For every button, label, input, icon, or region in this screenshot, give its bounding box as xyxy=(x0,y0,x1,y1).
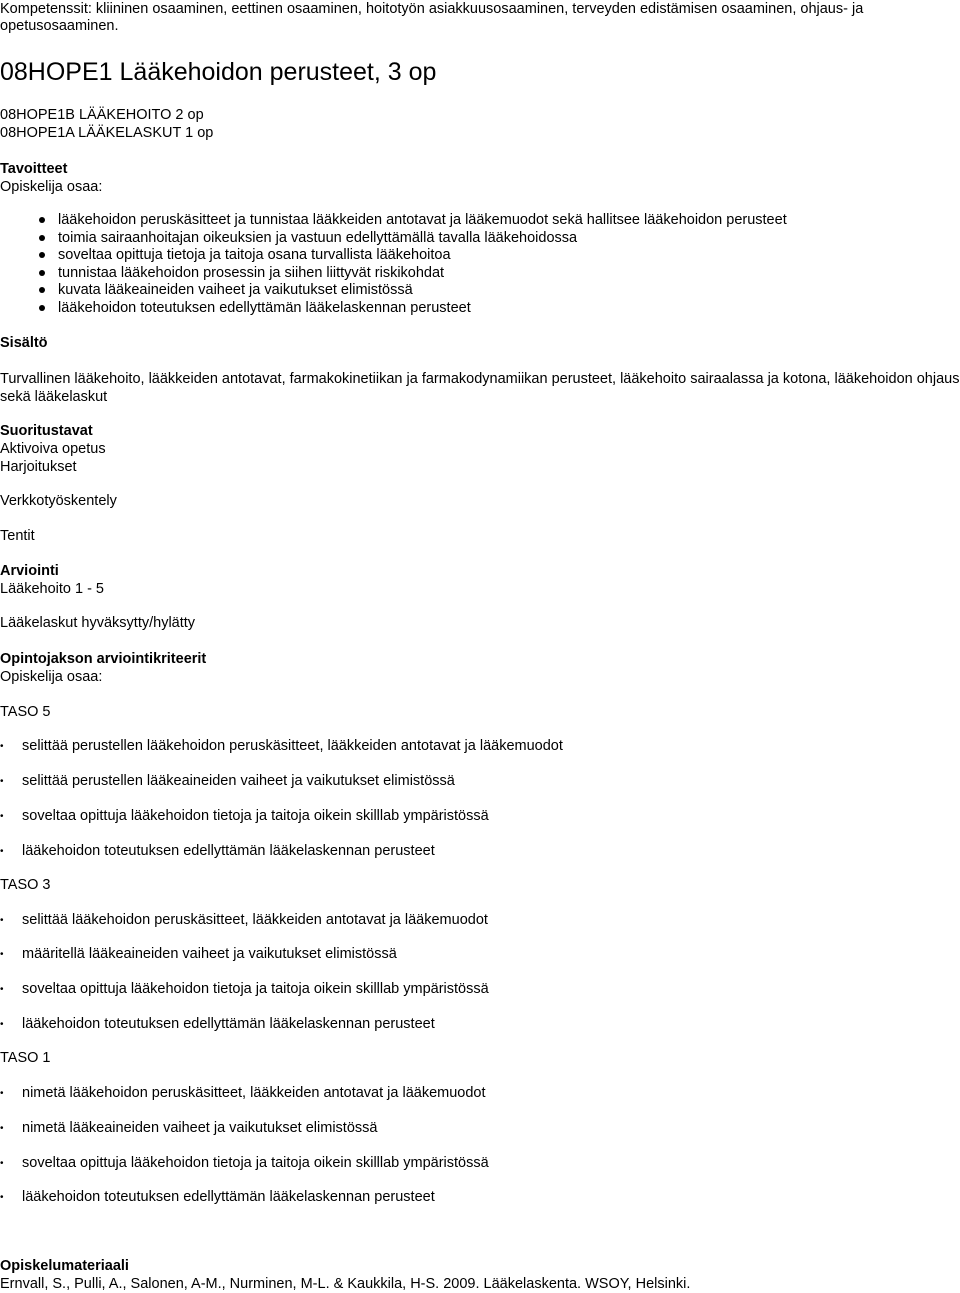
bullet-icon xyxy=(39,235,45,241)
criteria-item: •soveltaa opittuja lääkehoidon tietoja ja taitoja oikein skilllab ympäristössä xyxy=(0,1155,489,1173)
goals-list xyxy=(0,212,787,318)
bullet-icon xyxy=(0,773,22,791)
criteria-item: •määritellä lääkeaineiden vaiheet ja vaikutukset elimistössä xyxy=(0,946,397,964)
bullet-icon xyxy=(0,1085,22,1103)
bullet-icon xyxy=(39,217,45,223)
criteria-item: •soveltaa opittuja lääkehoidon tietoja ja taitoja oikein skilllab ympäristössä xyxy=(0,808,489,826)
bullet-icon xyxy=(39,270,45,276)
bullet-icon xyxy=(39,305,45,311)
criteria-item: •lääkehoidon toteutuksen edellyttämän lääkelaskennan perusteet xyxy=(0,1189,435,1207)
bullet-icon xyxy=(0,738,22,756)
bullet-icon xyxy=(0,1016,22,1034)
assessment-item: Lääkelaskut hyväksytty/hylätty xyxy=(0,615,196,631)
bullet-icon xyxy=(39,287,45,293)
criteria-heading: Opintojakson arviointikriteerit xyxy=(0,651,207,667)
criteria-item: •selittää lääkehoidon peruskäsitteet, lääkkeiden antotavat ja lääkemuodot xyxy=(0,912,488,930)
methods-heading: Suoritustavat xyxy=(0,423,93,439)
criteria-item: •selittää perustellen lääkehoidon peruskäsitteet, lääkkeiden antotavat ja lääkemuodot xyxy=(0,738,563,756)
criteria-item: •nimetä lääkehoidon peruskäsitteet, lääkkeiden antotavat ja lääkemuodot xyxy=(0,1085,486,1103)
course-subpart-1: 08HOPE1B LÄÄKEHOITO 2 op xyxy=(0,107,204,123)
bullet-icon xyxy=(0,912,22,930)
bullet-icon xyxy=(0,946,22,964)
method-item: Verkkotyöskentely xyxy=(0,493,117,509)
level-label: TASO 1 xyxy=(0,1050,51,1066)
criteria-item: •selittää perustellen lääkeaineiden vaiheet ja vaikutukset elimistössä xyxy=(0,773,455,791)
bullet-icon xyxy=(0,843,22,861)
bullet-icon xyxy=(0,981,22,999)
goal-item: toimia sairaanhoitajan oikeuksien ja vastuun edellyttämällä tavalla lääkehoidossa xyxy=(0,230,787,248)
level-label: TASO 5 xyxy=(0,704,51,720)
goals-intro: Opiskelija osaa: xyxy=(0,179,103,195)
criteria-item: •nimetä lääkeaineiden vaiheet ja vaikutukset elimistössä xyxy=(0,1120,377,1138)
criteria-item: •soveltaa opittuja lääkehoidon tietoja ja taitoja oikein skilllab ympäristössä xyxy=(0,981,489,999)
course-subpart-2: 08HOPE1A LÄÄKELASKUT 1 op xyxy=(0,125,214,141)
criteria-intro: Opiskelija osaa: xyxy=(0,669,103,685)
assessment-heading: Arviointi xyxy=(0,563,59,579)
materials-reference: Ernvall, S., Pulli, A., Salonen, A-M., Nurminen, M-L. & Kaukkila, H-S. 2009. Lääkelaskenta. WSOY, Helsinki. xyxy=(0,1276,691,1292)
bullet-icon xyxy=(39,252,45,258)
assessment-item: Lääkehoito 1 - 5 xyxy=(0,581,104,597)
method-item: Aktivoiva opetus xyxy=(0,441,106,457)
method-item: Harjoitukset xyxy=(0,459,77,475)
goal-item: lääkehoidon peruskäsitteet ja tunnistaa lääkkeiden antotavat ja lääkemuodot sekä hallitsee lääkehoidon perusteet xyxy=(0,212,787,230)
course-title: 08HOPE1 Lääkehoidon perusteet, 3 op xyxy=(0,58,437,86)
goal-item: soveltaa opittuja tietoja ja taitoja osana turvallista lääkehoitoa xyxy=(0,247,787,265)
goal-item: lääkehoidon toteutuksen edellyttämän lääkelaskennan perusteet xyxy=(0,300,787,318)
criteria-item: •lääkehoidon toteutuksen edellyttämän lääkelaskennan perusteet xyxy=(0,1016,435,1034)
method-item: Tentit xyxy=(0,528,35,544)
competences-text: Kompetenssit: kliininen osaaminen, eettinen osaaminen, hoitotyön asiakkuusosaaminen, terveyden edistämisen osaaminen, ohjaus- ja opetusosaaminen. xyxy=(0,1,864,34)
goals-heading: Tavoitteet xyxy=(0,161,68,177)
bullet-icon xyxy=(0,1120,22,1138)
goal-item: kuvata lääkeaineiden vaiheet ja vaikutukset elimistössä xyxy=(0,282,787,300)
goal-item: tunnistaa lääkehoidon prosessin ja siihen liittyvät riskikohdat xyxy=(0,265,787,283)
bullet-icon xyxy=(0,808,22,826)
bullet-icon xyxy=(0,1189,22,1207)
bullet-icon xyxy=(0,1155,22,1173)
content-text: Turvallinen lääkehoito, lääkkeiden antotavat, farmakokinetiikan ja farmakodynamiikan perusteet, lääkehoito sairaalassa ja kotona, lääkehoidon ohjaus sekä lääkelaskut xyxy=(0,371,960,405)
criteria-item: •lääkehoidon toteutuksen edellyttämän lääkelaskennan perusteet xyxy=(0,843,435,861)
content-heading: Sisältö xyxy=(0,335,48,351)
materials-heading: Opiskelumateriaali xyxy=(0,1258,129,1274)
level-label: TASO 3 xyxy=(0,877,51,893)
